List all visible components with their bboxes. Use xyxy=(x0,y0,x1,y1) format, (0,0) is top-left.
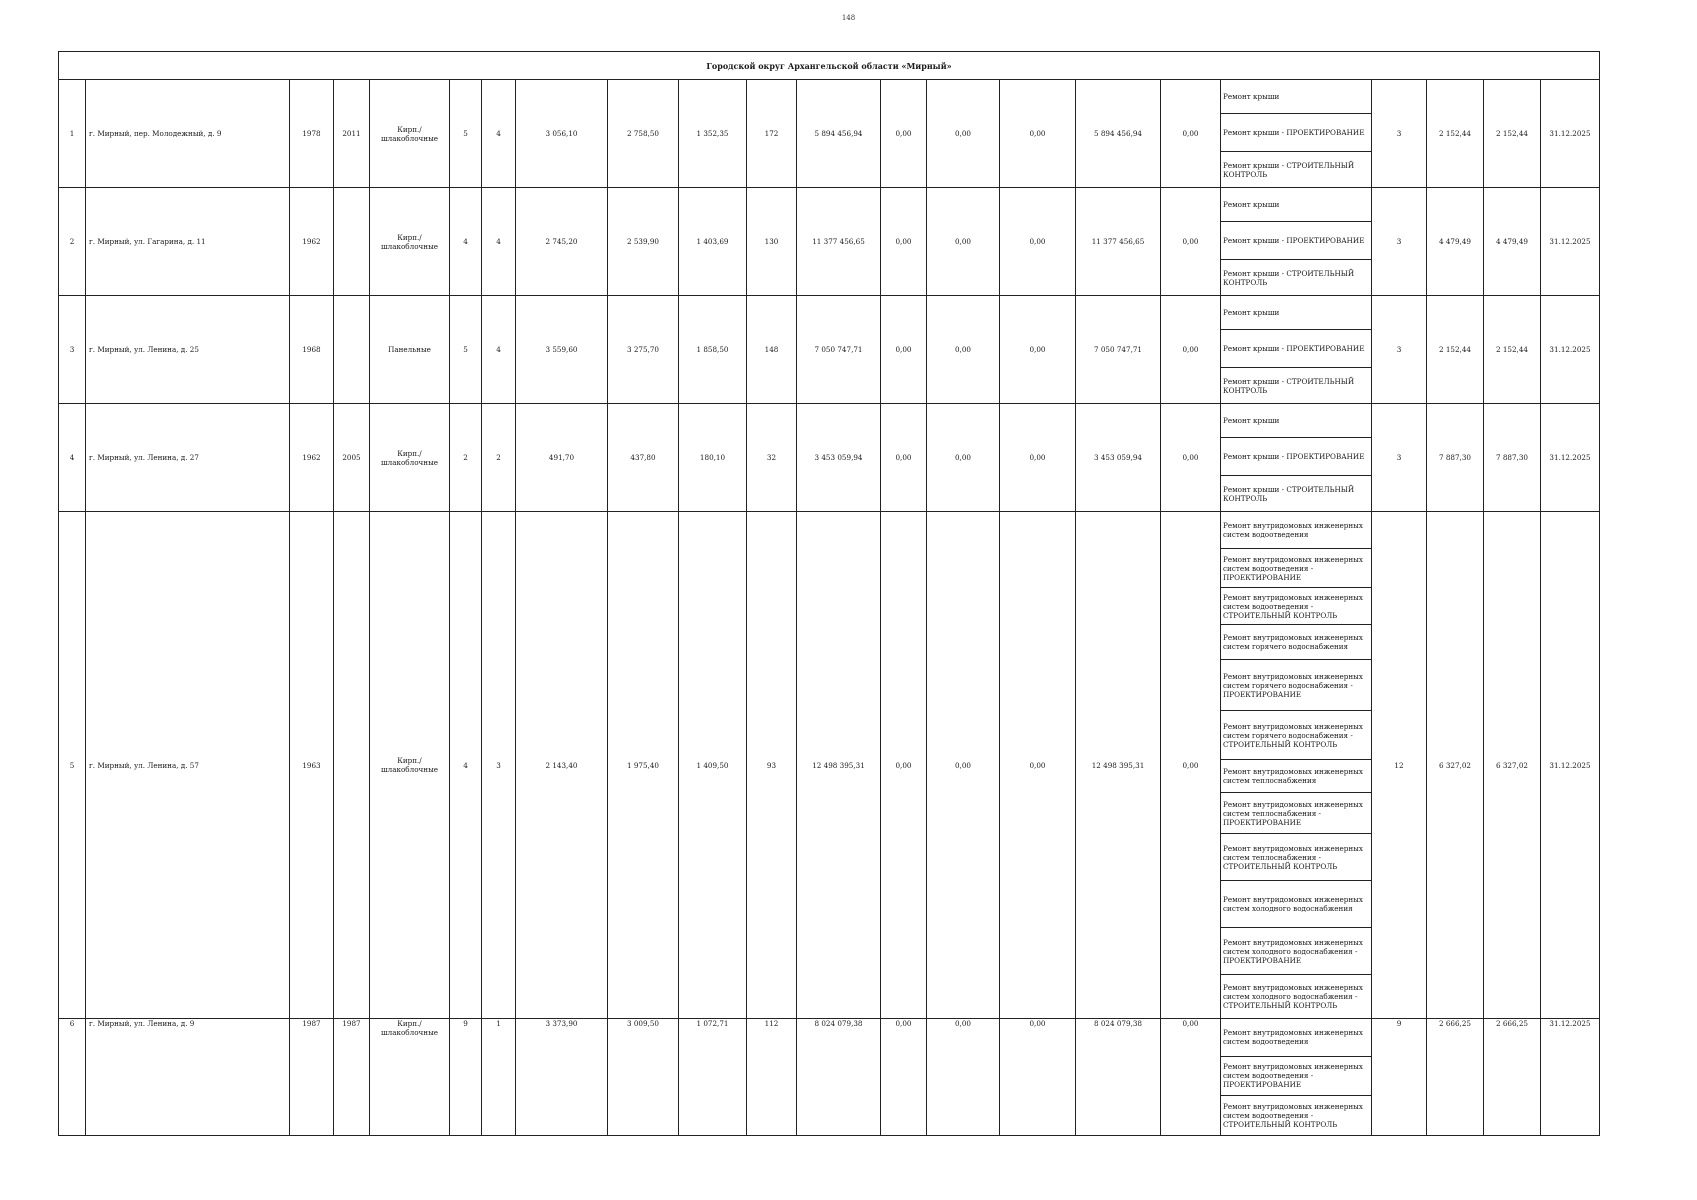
cell-unit-cost: 7 887,30 xyxy=(1427,404,1484,512)
cell-fund-other: 0,00 xyxy=(1161,80,1221,188)
cell-work-count: 3 xyxy=(1372,404,1427,512)
cell-address: г. Мирный, ул. Ленина, д. 25 xyxy=(86,296,290,404)
cell-cost-total: 7 050 747,71 xyxy=(797,296,881,404)
cell-year-built: 1987 xyxy=(290,1019,334,1136)
cell-wall: Кирп./ шлакоблочные xyxy=(370,80,450,188)
cell-year-repair: 2005 xyxy=(334,404,370,512)
cell-fund-owners: 8 024 079,38 xyxy=(1076,1019,1161,1136)
cell-fund-budget-region: 0,00 xyxy=(927,296,1000,404)
cell-fund-budget-local: 0,00 xyxy=(1000,1019,1076,1136)
cell-cost-total: 12 498 395,31 xyxy=(797,512,881,1019)
table-row xyxy=(59,296,1600,404)
cell-area-all: 437,80 xyxy=(608,404,679,512)
work-item: Ремонт крыши - СТРОИТЕЛЬНЫЙ КОНТРОЛЬ xyxy=(1223,376,1355,395)
cell-fund-other: 0,00 xyxy=(1161,404,1221,512)
cell-n: 4 xyxy=(59,404,86,512)
table-row xyxy=(59,512,1600,1019)
cell-fund-other: 0,00 xyxy=(1161,1019,1221,1136)
cell-area-all: 1 975,40 xyxy=(608,512,679,1019)
cell-work-count: 12 xyxy=(1372,512,1427,1019)
cell-floors: 9 xyxy=(450,1019,482,1136)
cell-works xyxy=(1221,1019,1372,1136)
cell-cost-total: 8 024 079,38 xyxy=(797,1019,881,1136)
cell-entrances: 2 xyxy=(482,404,516,512)
cell-work-count: 3 xyxy=(1372,80,1427,188)
work-item: Ремонт крыши - СТРОИТЕЛЬНЫЙ КОНТРОЛЬ xyxy=(1223,160,1355,179)
cell-unit-cost: 4 479,49 xyxy=(1427,188,1484,296)
cell-n: 5 xyxy=(59,512,86,1019)
cell-n: 1 xyxy=(59,80,86,188)
cell-fund-other: 0,00 xyxy=(1161,512,1221,1019)
cell-limit-cost: 2 152,44 xyxy=(1484,296,1541,404)
cell-fund-budget-region: 0,00 xyxy=(927,1019,1000,1136)
works-list xyxy=(1221,512,1371,1018)
work-item: Ремонт крыши - ПРОЕКТИРОВАНИЕ xyxy=(1221,330,1371,368)
cell-total-area: 2 143,40 xyxy=(516,512,608,1019)
work-item: Ремонт внутридомовых инженерных систем водоотведения - ПРОЕКТИРОВАНИЕ xyxy=(1221,1056,1371,1096)
works-list xyxy=(1221,188,1371,295)
work-item: Ремонт внутридомовых инженерных систем водоотведения - ПРОЕКТИРОВАНИЕ xyxy=(1221,549,1371,588)
cell-floors: 4 xyxy=(450,188,482,296)
cell-fund-budget-region: 0,00 xyxy=(927,512,1000,1019)
cell-year-built: 1968 xyxy=(290,296,334,404)
work-item: Ремонт крыши xyxy=(1221,296,1371,330)
cell-work-count: 3 xyxy=(1372,188,1427,296)
cell-total-area: 3 056,10 xyxy=(516,80,608,188)
work-item: Ремонт крыши - ПРОЕКТИРОВАНИЕ xyxy=(1221,114,1371,152)
work-item: Ремонт внутридомовых инженерных систем теплоснабжения - ПРОЕКТИРОВАНИЕ xyxy=(1221,793,1371,834)
cell-area-res: 1 403,69 xyxy=(679,188,747,296)
cell-fund-budget-region: 0,00 xyxy=(927,80,1000,188)
cell-unit-cost: 6 327,02 xyxy=(1427,512,1484,1019)
cell-cost-total: 3 453 059,94 xyxy=(797,404,881,512)
cell-area-res: 1 858,50 xyxy=(679,296,747,404)
work-item: Ремонт внутридомовых инженерных систем холодного водоснабжения - СТРОИТЕЛЬНЫЙ КОНТРОЛЬ xyxy=(1223,983,1363,1010)
work-item: Ремонт внутридомовых инженерных систем водоотведения - СТРОИТЕЛЬНЫЙ КОНТРОЛЬ xyxy=(1221,588,1371,625)
cell-fund-owners: 12 498 395,31 xyxy=(1076,512,1161,1019)
cell-entrances: 3 xyxy=(482,512,516,1019)
cell-limit-cost: 2 666,25 xyxy=(1484,1019,1541,1136)
work-item: Ремонт крыши xyxy=(1221,80,1371,114)
works-list xyxy=(1221,80,1371,187)
cell-fund-fund: 0,00 xyxy=(881,1019,927,1136)
cell-residents: 130 xyxy=(747,188,797,296)
cell-residents: 93 xyxy=(747,512,797,1019)
cell-area-all: 3 275,70 xyxy=(608,296,679,404)
cell-wall: Панельные xyxy=(370,296,450,404)
cell-works xyxy=(1221,80,1372,188)
cell-total-area: 491,70 xyxy=(516,404,608,512)
cell-area-res: 1 352,35 xyxy=(679,80,747,188)
works-list xyxy=(1221,404,1371,511)
cell-residents: 148 xyxy=(747,296,797,404)
work-item: Ремонт внутридомовых инженерных систем водоотведения xyxy=(1221,1019,1371,1056)
work-item: Ремонт крыши - ПРОЕКТИРОВАНИЕ xyxy=(1221,222,1371,260)
cell-address: г. Мирный, ул. Ленина, д. 27 xyxy=(86,404,290,512)
table-row xyxy=(59,404,1600,512)
cell-fund-budget-region: 0,00 xyxy=(927,404,1000,512)
cell-fund-fund: 0,00 xyxy=(881,512,927,1019)
cell-area-res: 1 072,71 xyxy=(679,1019,747,1136)
cell-year-built: 1963 xyxy=(290,512,334,1019)
work-item: Ремонт внутридомовых инженерных систем теплоснабжения - СТРОИТЕЛЬНЫЙ КОНТРОЛЬ xyxy=(1221,834,1371,881)
cell-total-area: 2 745,20 xyxy=(516,188,608,296)
section-title-row xyxy=(59,52,1600,80)
cell-limit-cost: 2 152,44 xyxy=(1484,80,1541,188)
cell-deadline: 31.12.2025 xyxy=(1541,188,1600,296)
cell-deadline: 31.12.2025 xyxy=(1541,296,1600,404)
cell-work-count: 3 xyxy=(1372,296,1427,404)
cell-entrances: 4 xyxy=(482,296,516,404)
cell-floors: 5 xyxy=(450,296,482,404)
cell-fund-fund: 0,00 xyxy=(881,80,927,188)
cell-fund-owners: 3 453 059,94 xyxy=(1076,404,1161,512)
repair-program-table xyxy=(58,51,1600,1136)
cell-year-repair: 1987 xyxy=(334,1019,370,1136)
cell-entrances: 1 xyxy=(482,1019,516,1136)
cell-entrances: 4 xyxy=(482,80,516,188)
cell-address: г. Мирный, ул. Ленина, д. 9 xyxy=(86,1019,290,1136)
cell-residents: 32 xyxy=(747,404,797,512)
cell-fund-owners: 11 377 456,65 xyxy=(1076,188,1161,296)
cell-area-res: 1 409,50 xyxy=(679,512,747,1019)
cell-year-built: 1962 xyxy=(290,404,334,512)
cell-wall: Кирп./ шлакоблочные xyxy=(370,404,450,512)
cell-fund-other: 0,00 xyxy=(1161,296,1221,404)
cell-address: г. Мирный, ул. Ленина, д. 57 xyxy=(86,512,290,1019)
cell-area-all: 3 009,50 xyxy=(608,1019,679,1136)
cell-floors: 4 xyxy=(450,512,482,1019)
cell-fund-owners: 7 050 747,71 xyxy=(1076,296,1161,404)
cell-fund-fund: 0,00 xyxy=(881,404,927,512)
work-item: Ремонт внутридомовых инженерных систем горячего водоснабжения - ПРОЕКТИРОВАНИЕ xyxy=(1221,660,1371,711)
cell-year-repair xyxy=(334,296,370,404)
work-item: Ремонт внутридомовых инженерных систем водоотведения xyxy=(1221,512,1371,549)
work-item: Ремонт крыши - СТРОИТЕЛЬНЫЙ КОНТРОЛЬ xyxy=(1223,268,1355,287)
cell-wall: Кирп./ шлакоблочные xyxy=(370,188,450,296)
cell-cost-total: 5 894 456,94 xyxy=(797,80,881,188)
cell-fund-fund: 0,00 xyxy=(881,188,927,296)
cell-works xyxy=(1221,404,1372,512)
section-title: Городской округ Архангельской области «Мирный» xyxy=(59,52,1600,80)
cell-year-repair xyxy=(334,188,370,296)
cell-deadline: 31.12.2025 xyxy=(1541,512,1600,1019)
cell-unit-cost: 2 152,44 xyxy=(1427,296,1484,404)
cell-fund-budget-region: 0,00 xyxy=(927,188,1000,296)
cell-n: 2 xyxy=(59,188,86,296)
work-item: Ремонт внутридомовых инженерных систем горячего водоснабжения xyxy=(1221,625,1371,660)
cell-works xyxy=(1221,512,1372,1019)
cell-works xyxy=(1221,188,1372,296)
work-item: Ремонт крыши - ПРОЕКТИРОВАНИЕ xyxy=(1221,438,1371,476)
cell-year-repair xyxy=(334,512,370,1019)
cell-fund-budget-local: 0,00 xyxy=(1000,188,1076,296)
cell-floors: 2 xyxy=(450,404,482,512)
cell-fund-budget-local: 0,00 xyxy=(1000,404,1076,512)
work-item: Ремонт внутридомовых инженерных систем холодного водоснабжения xyxy=(1221,881,1371,928)
cell-year-built: 1962 xyxy=(290,188,334,296)
cell-total-area: 3 373,90 xyxy=(516,1019,608,1136)
cell-address: г. Мирный, пер. Молодежный, д. 9 xyxy=(86,80,290,188)
cell-total-area: 3 559,60 xyxy=(516,296,608,404)
cell-fund-other: 0,00 xyxy=(1161,188,1221,296)
cell-floors: 5 xyxy=(450,80,482,188)
cell-fund-fund: 0,00 xyxy=(881,296,927,404)
cell-deadline: 31.12.2025 xyxy=(1541,1019,1600,1136)
cell-limit-cost: 7 887,30 xyxy=(1484,404,1541,512)
cell-work-count: 9 xyxy=(1372,1019,1427,1136)
cell-entrances: 4 xyxy=(482,188,516,296)
cell-area-res: 180,10 xyxy=(679,404,747,512)
works-list xyxy=(1221,296,1371,403)
table-row xyxy=(59,188,1600,296)
cell-cost-total: 11 377 456,65 xyxy=(797,188,881,296)
cell-limit-cost: 4 479,49 xyxy=(1484,188,1541,296)
cell-residents: 112 xyxy=(747,1019,797,1136)
work-item: Ремонт внутридомовых инженерных систем водоотведения - СТРОИТЕЛЬНЫЙ КОНТРОЛЬ xyxy=(1223,1102,1363,1130)
cell-year-repair: 2011 xyxy=(334,80,370,188)
cell-fund-budget-local: 0,00 xyxy=(1000,512,1076,1019)
cell-limit-cost: 6 327,02 xyxy=(1484,512,1541,1019)
cell-address: г. Мирный, ул. Гагарина, д. 11 xyxy=(86,188,290,296)
work-item: Ремонт внутридомовых инженерных систем теплоснабжения xyxy=(1221,760,1371,793)
cell-unit-cost: 2 666,25 xyxy=(1427,1019,1484,1136)
cell-deadline: 31.12.2025 xyxy=(1541,404,1600,512)
cell-n: 6 xyxy=(59,1019,86,1136)
cell-deadline: 31.12.2025 xyxy=(1541,80,1600,188)
work-item: Ремонт крыши - СТРОИТЕЛЬНЫЙ КОНТРОЛЬ xyxy=(1223,484,1355,503)
cell-area-all: 2 539,90 xyxy=(608,188,679,296)
cell-works xyxy=(1221,296,1372,404)
works-list xyxy=(1221,1019,1371,1135)
cell-wall: Кирп./ шлакоблочные xyxy=(370,512,450,1019)
cell-n: 3 xyxy=(59,296,86,404)
cell-fund-budget-local: 0,00 xyxy=(1000,296,1076,404)
cell-unit-cost: 2 152,44 xyxy=(1427,80,1484,188)
cell-year-built: 1978 xyxy=(290,80,334,188)
cell-fund-budget-local: 0,00 xyxy=(1000,80,1076,188)
work-item: Ремонт крыши xyxy=(1221,188,1371,222)
work-item: Ремонт внутридомовых инженерных систем горячего водоснабжения - СТРОИТЕЛЬНЫЙ КОНТРОЛЬ xyxy=(1221,711,1371,760)
table-row xyxy=(59,1019,1600,1136)
work-item: Ремонт внутридомовых инженерных систем холодного водоснабжения - ПРОЕКТИРОВАНИЕ xyxy=(1221,928,1371,975)
cell-wall: Кирп./ шлакоблочные xyxy=(370,1019,450,1136)
work-item: Ремонт крыши xyxy=(1221,404,1371,438)
table-row xyxy=(59,80,1600,188)
cell-residents: 172 xyxy=(747,80,797,188)
cell-fund-owners: 5 894 456,94 xyxy=(1076,80,1161,188)
cell-area-all: 2 758,50 xyxy=(608,80,679,188)
page-number: 148 xyxy=(841,14,856,22)
